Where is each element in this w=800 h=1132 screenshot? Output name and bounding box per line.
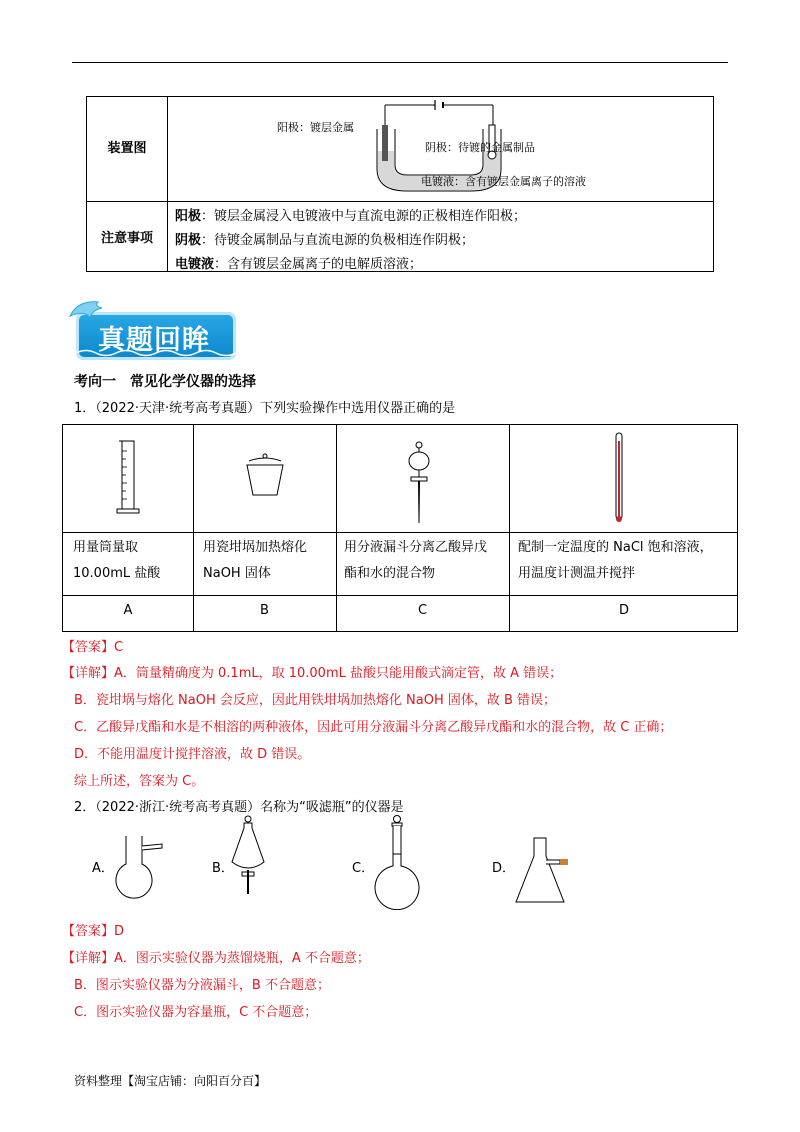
explain-1-d: D．不能用温度计搅拌溶液，故 D 错误。 — [74, 747, 311, 762]
section-heading: 考向一 常见化学仪器的选择 — [74, 374, 256, 390]
option-c-letter: C — [417, 603, 428, 618]
explain-2-b: B．图示实验仪器为分液漏斗，B 不合题意； — [74, 978, 330, 993]
option-a-desc: 用量筒量取 10.00mL 盐酸 — [73, 540, 161, 581]
footer: 资料整理【淘宝店铺：向阳百分百】 — [74, 1074, 267, 1088]
graduated-cylinder-icon — [113, 439, 143, 519]
suction-flask-icon — [512, 836, 574, 908]
answer-1: 【答案】C — [62, 640, 124, 655]
row-label-notes: 注意事项 — [100, 231, 153, 246]
crucible-icon — [243, 451, 287, 501]
separatory-funnel-icon — [401, 439, 437, 535]
option-c-desc: 用分液漏斗分离乙酸异戊 酯和水的混合物 — [344, 540, 488, 581]
explain-2-c: C．图示实验仪器为容量瓶，C 不合题意； — [74, 1005, 318, 1020]
note-anode: 阳极：镀层金属浸入电镀液中与直流电源的正极相连作阳极； — [175, 209, 527, 224]
instrument-table — [62, 424, 738, 632]
dolphin-icon — [68, 298, 104, 320]
anode-label: 阳极：镀层金属 — [277, 121, 354, 134]
option-a-letter: A — [123, 603, 133, 618]
answer-2: 【答案】D — [62, 924, 125, 939]
row-label-apparatus: 装置图 — [107, 141, 147, 156]
electroplating-table — [86, 96, 714, 272]
option-a-label: A． — [92, 861, 114, 876]
explain-1-a: 【详解】A．筒量精确度为 0.1mL，取 10.00mL 盐酸只能用酸式滴定管，故 A 错误； — [62, 666, 563, 681]
option-d-label: D． — [492, 861, 516, 876]
thermometer-icon — [611, 431, 627, 525]
cathode-label: 阴极：待镀的金属制品 — [425, 141, 535, 154]
option-b-desc: 用瓷坩埚加热熔化 NaOH 固体 — [203, 540, 308, 581]
option-c-label: C． — [352, 861, 375, 876]
option-d-desc: 配制一定温度的 NaCl 饱和溶液， 用温度计测温并搅拌 — [518, 540, 713, 581]
option-b-letter: B — [260, 603, 269, 618]
summary-1: 综上所述，答案为 C。 — [74, 774, 205, 789]
header-rule — [72, 62, 728, 63]
distilling-flask-icon — [112, 834, 168, 910]
wave-icon — [76, 348, 236, 358]
volumetric-flask-icon — [372, 814, 422, 910]
question-2: 2．（2022·浙江·统考高考真题）名称为“吸滤瓶”的仪器是 — [74, 800, 404, 815]
banner-title: 真题回眸 — [98, 325, 210, 356]
option-b-label: B． — [212, 861, 234, 876]
electrolyte-label: 电镀液：含有镀层金属离子的溶液 — [421, 175, 586, 188]
separatory-funnel-icon — [228, 814, 268, 896]
explain-2-a: 【详解】A．图示实验仪器为蒸馏烧瓶，A 不合题意； — [62, 951, 370, 966]
note-electrolyte: 电镀液：含有镀层金属离子的电解质溶液； — [175, 257, 423, 272]
option-d-letter: D — [618, 603, 629, 618]
question-1: 1．（2022·天津·统考高考真题）下列实验操作中选用仪器正确的是 — [74, 401, 456, 416]
explain-1-c: C．乙酸异戊酯和水是不相溶的两种液体，因此可用分液漏斗分离乙酸异戊酯和水的混合物，故 C 正确； — [74, 720, 673, 735]
explain-1-b: B．瓷坩埚与熔化 NaOH 会反应，因此用铁坩埚加热熔化 NaOH 固体，故 B 错误； — [74, 693, 557, 708]
note-cathode: 阴极：待镀金属制品与直流电源的负极相连作阴极； — [175, 233, 475, 248]
